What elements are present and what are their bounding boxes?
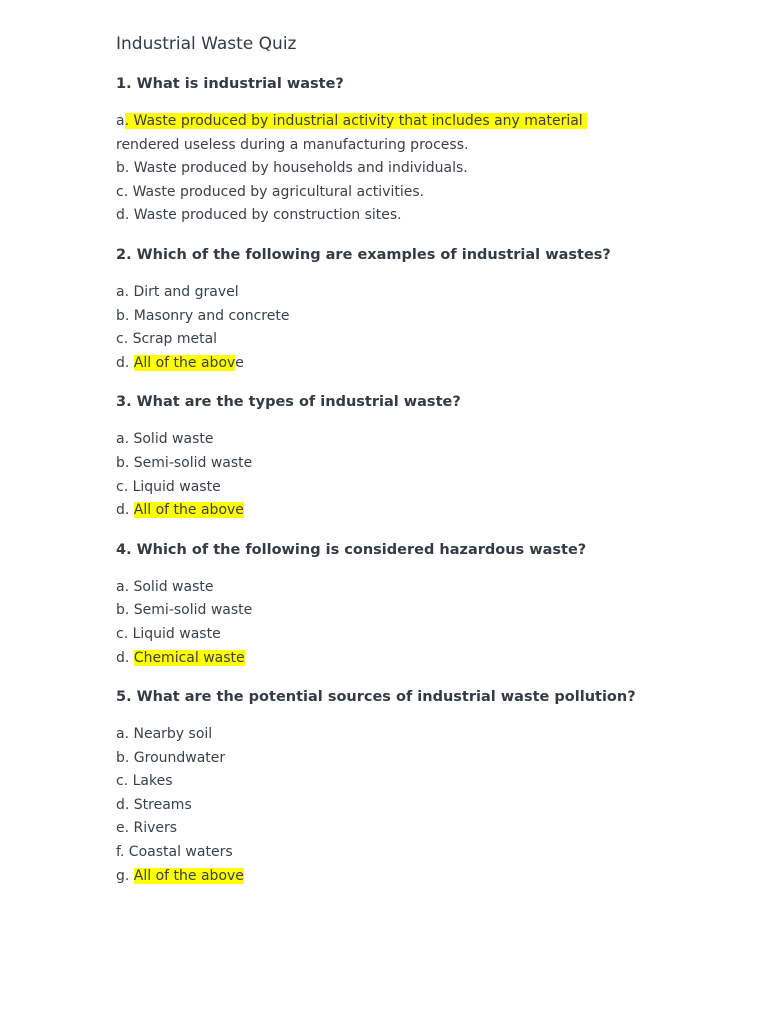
option-line: [116, 865, 736, 889]
question-3-text: 3. What are the types of industrial waste?: [116, 394, 461, 411]
question-4-text: 4. Which of the following is considered hazardous waste?: [116, 541, 587, 558]
option-prefix: rendered useless during a manufacturing process.: [116, 136, 469, 153]
question-4-options: [116, 576, 736, 670]
option-prefix: c. Liquid waste: [116, 478, 221, 495]
option-line: [116, 599, 736, 623]
option-prefix: c. Lakes: [116, 773, 173, 790]
option-line: [116, 305, 736, 329]
option-line: [116, 623, 736, 647]
option-prefix: g.: [116, 867, 134, 884]
option-line: [116, 723, 736, 747]
option-line: [116, 647, 736, 671]
option-line: [116, 770, 736, 794]
option-line: [116, 110, 736, 134]
quiz-document: [116, 30, 736, 903]
question-5-options: [116, 723, 736, 888]
option-prefix: a. Dirt and gravel: [116, 283, 239, 300]
option-prefix: d. Waste produced by construction sites.: [116, 207, 402, 224]
option-prefix: d.: [116, 649, 134, 666]
question-2-options: [116, 281, 736, 375]
option-line: [116, 428, 736, 452]
option-line: [116, 204, 736, 228]
option-prefix: b. Groundwater: [116, 749, 226, 766]
option-prefix: c. Waste produced by agricultural activities.: [116, 183, 425, 200]
option-line: [116, 794, 736, 818]
question-3-options: [116, 428, 736, 522]
option-prefix: a. Solid waste: [116, 431, 214, 448]
question-1-options: [116, 110, 736, 228]
page-title: Industrial Waste Quiz: [116, 34, 297, 54]
highlighted-answer: All of the abov: [133, 354, 236, 371]
option-line: [116, 452, 736, 476]
option-prefix: b. Masonry and concrete: [116, 307, 290, 324]
option-prefix: f. Coastal waters: [116, 844, 233, 861]
highlighted-answer: . Waste produced by industrial activity that includes any material: [124, 113, 588, 129]
option-line: [116, 817, 736, 841]
option-prefix: b. Semi-solid waste: [116, 602, 253, 619]
option-prefix: d.: [116, 354, 134, 371]
option-prefix: b. Waste produced by households and individuals.: [116, 160, 468, 177]
question-2-text: 2. Which of the following are examples of industrial wastes?: [116, 246, 611, 263]
option-prefix: a: [116, 113, 125, 129]
option-prefix: c. Liquid waste: [116, 625, 221, 642]
option-line: [116, 157, 736, 181]
option-prefix: d. Streams: [116, 796, 192, 813]
option-line: [116, 134, 736, 158]
question-5-text: 5. What are the potential sources of industrial waste pollution?: [116, 689, 636, 706]
option-line: [116, 576, 736, 600]
option-line: [116, 328, 736, 352]
option-prefix: a. Solid waste: [116, 578, 214, 595]
option-line: [116, 499, 736, 523]
option-line: [116, 476, 736, 500]
option-line: [116, 352, 736, 376]
option-prefix: c. Scrap metal: [116, 331, 218, 348]
option-prefix: a. Nearby soil: [116, 726, 213, 743]
option-line: [116, 181, 736, 205]
option-suffix: e: [235, 354, 244, 371]
highlighted-answer: All of the above: [133, 502, 244, 519]
option-prefix: b. Semi-solid waste: [116, 454, 253, 471]
highlighted-answer: All of the above: [133, 867, 244, 884]
option-line: [116, 841, 736, 865]
option-prefix: d.: [116, 502, 134, 519]
highlighted-answer: Chemical waste: [133, 649, 245, 666]
option-prefix: e. Rivers: [116, 820, 178, 837]
option-line: [116, 747, 736, 771]
question-1-text: 1. What is industrial waste?: [116, 76, 344, 92]
option-line: [116, 281, 736, 305]
